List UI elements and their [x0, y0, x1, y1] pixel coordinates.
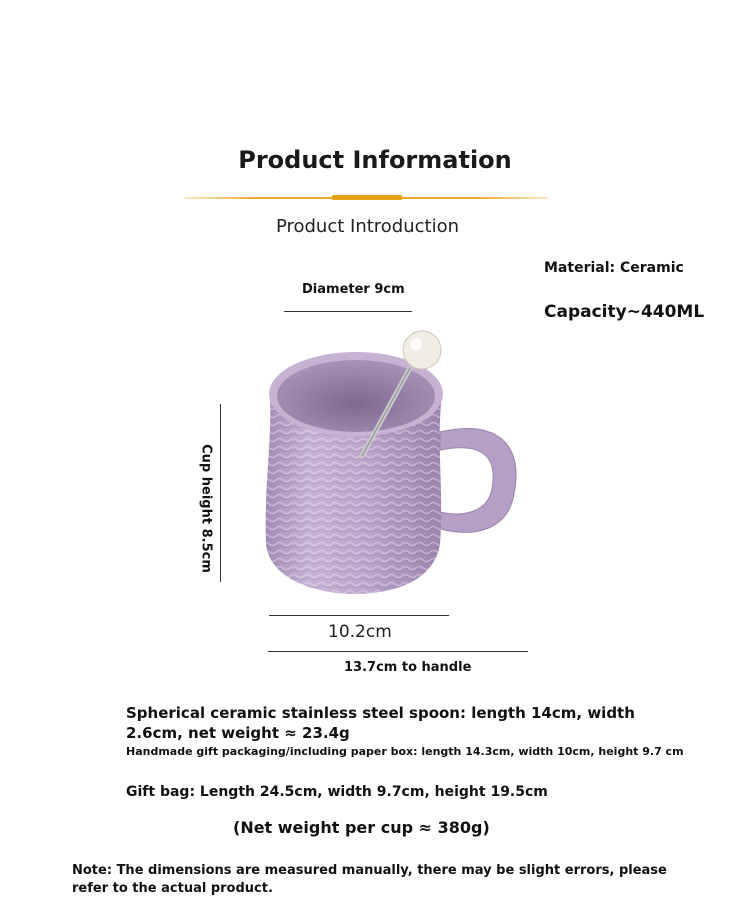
- diameter-dimension-line: [284, 311, 412, 312]
- spoon-spec: Spherical ceramic stainless steel spoon: length 14cm, width 2.6cm, net weight ≈ 23.4g: [126, 704, 635, 742]
- capacity-spec: Capacity~440ML: [544, 302, 705, 322]
- measurement-note: Note: The dimensions are measured manually, there may be slight errors, please refer to the actual product.: [72, 863, 667, 896]
- gift-bag-spec: Gift bag: Length 24.5cm, width 9.7cm, height 19.5cm: [126, 784, 548, 800]
- section-subtitle: Product Introduction: [275, 216, 460, 237]
- diameter-label: Diameter 9cm: [302, 282, 405, 297]
- net-weight-spec: (Net weight per cup ≈ 380g): [233, 818, 490, 837]
- handle-width-label: 13.7cm to handle: [344, 660, 472, 675]
- height-dimension-line: [220, 404, 221, 582]
- cup-height-label: Cup height 8.5cm: [198, 444, 214, 573]
- mug-product-image: [262, 324, 522, 599]
- body-width-label: 10.2cm: [328, 622, 392, 642]
- handle-width-line: [268, 651, 528, 652]
- page-title: Product Information: [238, 146, 512, 174]
- title-divider-accent: [332, 195, 402, 200]
- material-spec: Material: Ceramic: [544, 260, 684, 276]
- packaging-spec: Handmade gift packaging/including paper box: length 14.3cm, width 10cm, height 9.7 cm: [126, 745, 684, 758]
- body-width-line: [269, 615, 449, 616]
